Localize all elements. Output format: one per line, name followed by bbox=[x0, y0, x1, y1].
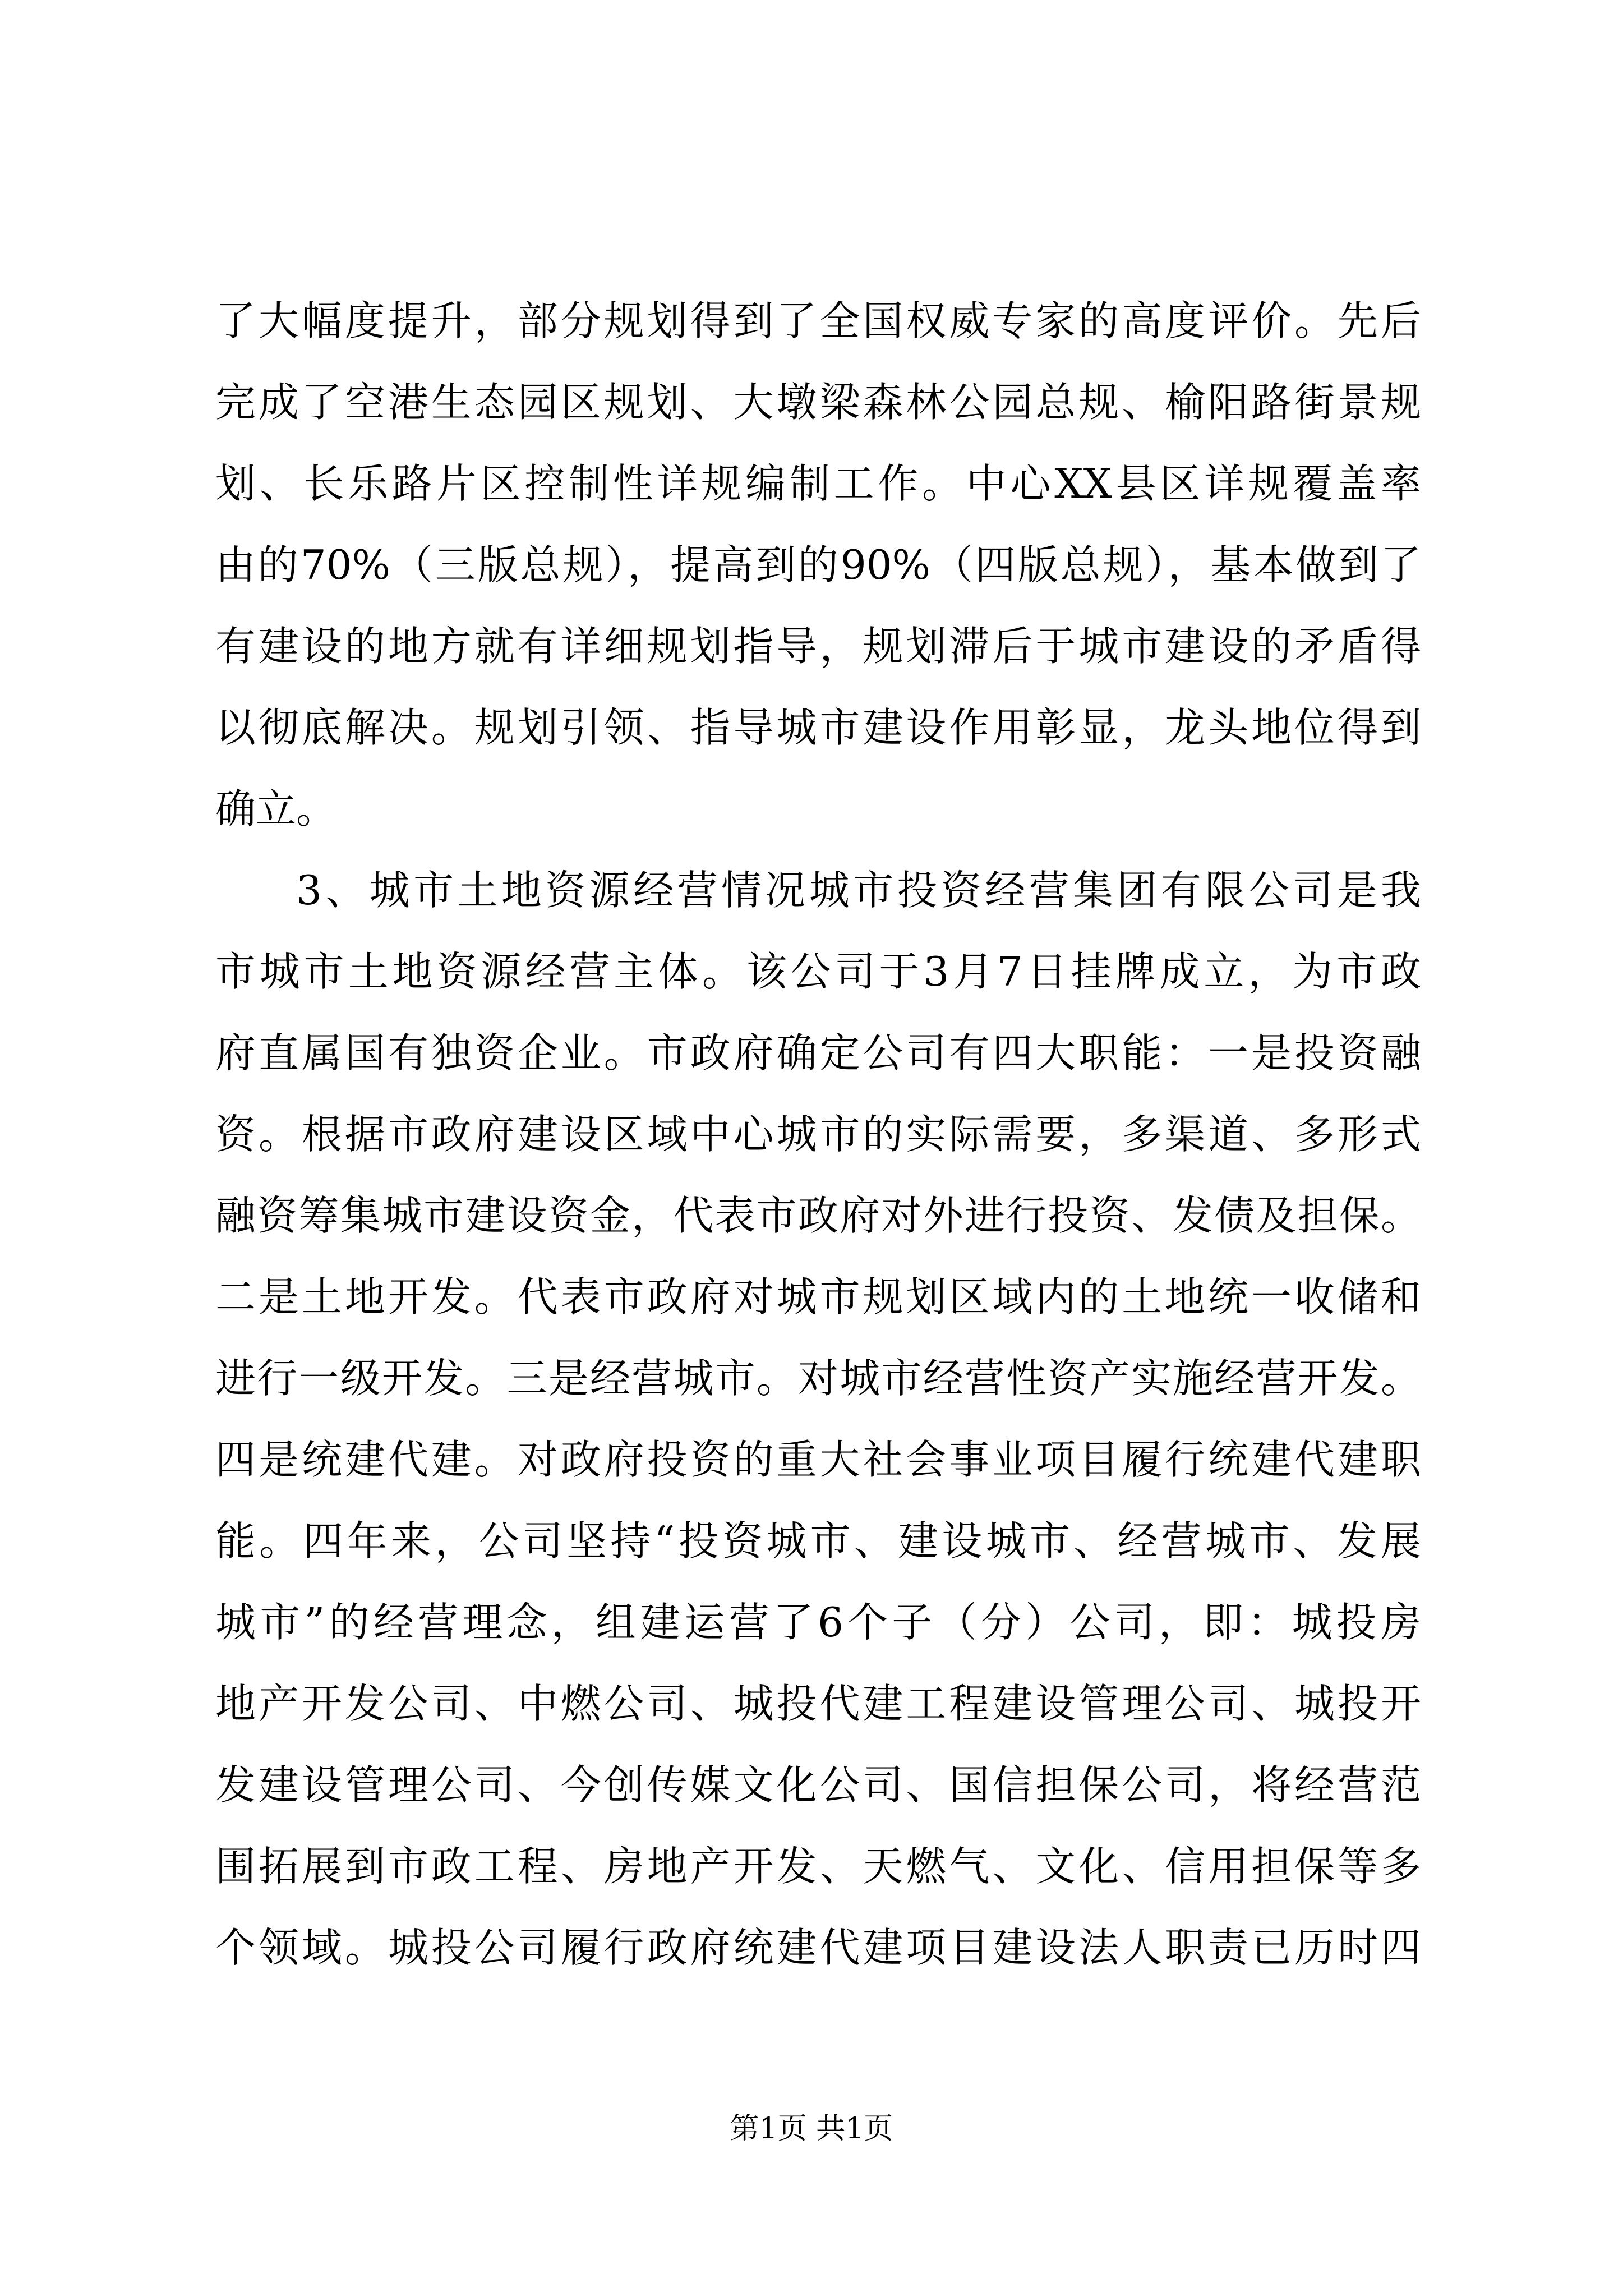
text-line: 发建设管理公司、今创传媒文化公司、国信担保公司，将经营范 bbox=[215, 1761, 1421, 1809]
text-line: 了大幅度提升，部分规划得到了全国权威专家的高度评价。先后 bbox=[215, 297, 1421, 344]
body-text bbox=[215, 280, 1421, 1989]
text-line: 有建设的地方就有详细规划指导，规划滞后于城市建设的矛盾得 bbox=[215, 623, 1421, 670]
text-line: 府直属国有独资企业。市政府确定公司有四大职能：一是投资融 bbox=[215, 1029, 1421, 1076]
text-line: 确立。 bbox=[215, 785, 337, 832]
text-line: 城市”的经营理念，组建运营了6个子（分）公司，即：城投房 bbox=[215, 1599, 1421, 1646]
text-line: 个领域。城投公司履行政府统建代建项目建设法人职责已历时四 bbox=[215, 1924, 1421, 1971]
text-line: 以彻底解决。规划引领、指导城市建设作用彰显，龙头地位得到 bbox=[215, 704, 1421, 751]
text-line: 能。四年来，公司坚持“投资城市、建设城市、经营城市、发展 bbox=[215, 1517, 1421, 1565]
text-line: 四是统建代建。对政府投资的重大社会事业项目履行统建代建职 bbox=[215, 1436, 1421, 1483]
text-line: 二是土地开发。代表市政府对城市规划区域内的土地统一收储和 bbox=[215, 1273, 1421, 1320]
page-footer bbox=[0, 2106, 1623, 2151]
text-line: 资。根据市政府建设区域中心城市的实际需要，多渠道、多形式 bbox=[215, 1111, 1421, 1158]
paragraph-start-line: 3、城市土地资源经营情况城市投资经营集团有限公司是我 bbox=[296, 867, 1421, 914]
page-number-label: 第1页 共1页 bbox=[730, 2112, 893, 2146]
text-line: 围拓展到市政工程、房地产开发、天燃气、文化、信用担保等多 bbox=[215, 1843, 1421, 1890]
text-line: 地产开发公司、中燃公司、城投代建工程建设管理公司、城投开 bbox=[215, 1680, 1421, 1727]
text-line: 划、长乐路片区控制性详规编制工作。中心XX县区详规覆盖率 bbox=[215, 460, 1421, 507]
text-line: 进行一级开发。三是经营城市。对城市经营性资产实施经营开发。 bbox=[215, 1355, 1421, 1402]
text-line: 由的70%（三版总规），提高到的90%（四版总规），基本做到了 bbox=[215, 541, 1421, 588]
text-line: 完成了空港生态园区规划、大墩梁森林公园总规、榆阳路街景规 bbox=[215, 379, 1421, 426]
text-line: 融资筹集城市建设资金，代表市政府对外进行投资、发债及担保。 bbox=[215, 1192, 1421, 1239]
text-line: 市城市土地资源经营主体。该公司于3月7日挂牌成立，为市政 bbox=[215, 948, 1421, 995]
